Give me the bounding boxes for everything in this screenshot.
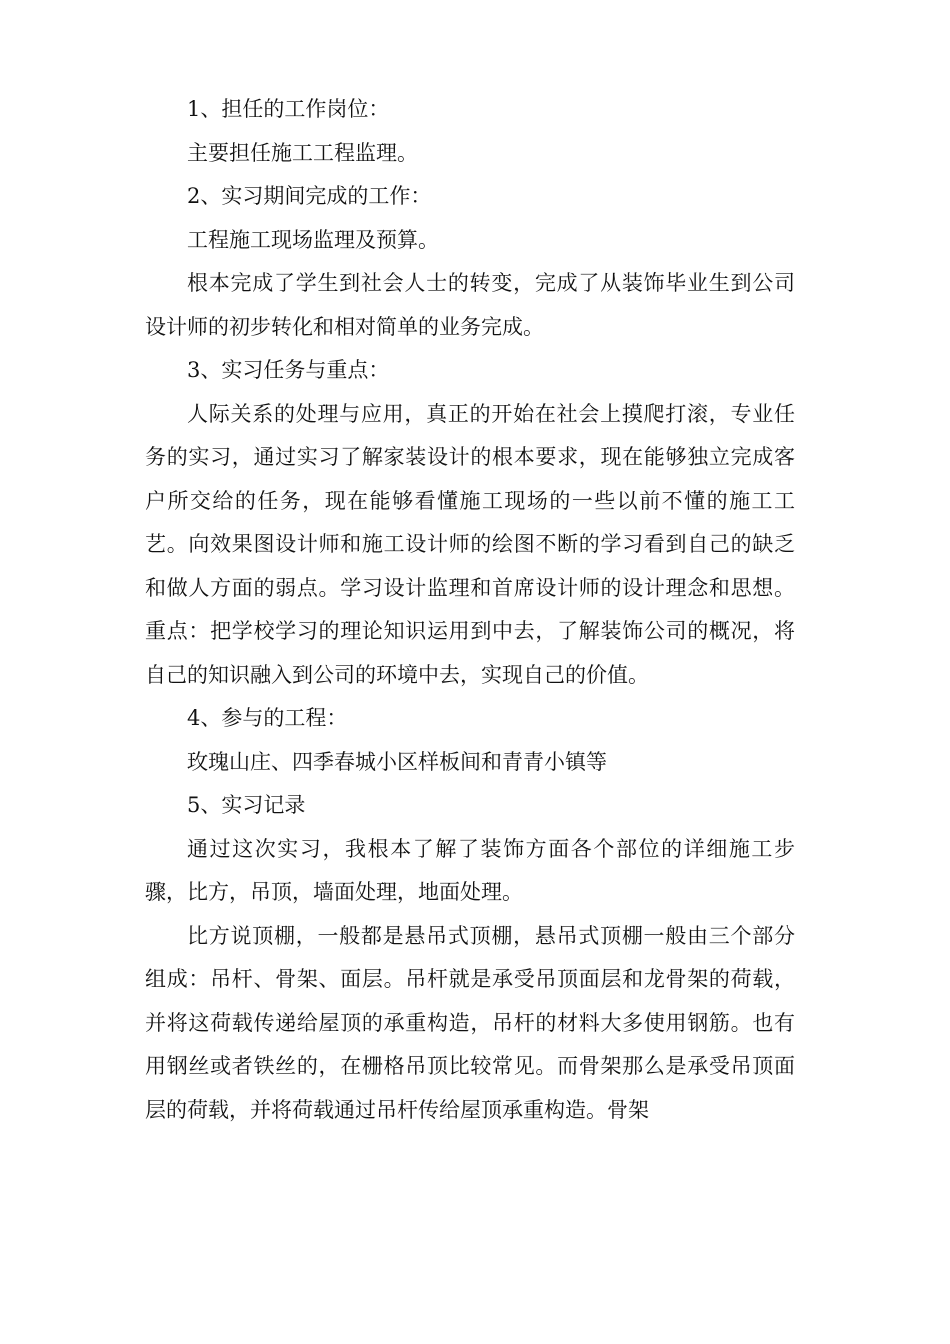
heading-completed-work: 2、实习期间完成的工作： xyxy=(187,184,432,208)
heading-work-position: 1、担任的工作岗位： xyxy=(187,97,390,121)
paragraph-transition: 根本完成了学生到社会人士的转变，完成了从装饰毕业生到公司设计师的初步转化和相对简单的业务完成。 xyxy=(145,271,795,339)
document-body xyxy=(145,88,795,1132)
paragraph-work-position: 主要担任施工工程监理。 xyxy=(187,140,418,165)
paragraph-ceiling: 比方说顶棚，一般都是悬吊式顶棚，悬吊式顶棚一般由三个部分组成：吊杆、骨架、面层。吊杆就是承受吊顶面层和龙骨架的荷载，并将这荷载传递给屋顶的承重构造，吊杆的材料大多使用钢筋。也有用钢丝或者铁丝的，在栅格吊顶比较常见。而骨架那么是承受吊顶面层的荷载，并将荷载通过吊杆传给屋顶承重构造。骨架 xyxy=(145,923,795,1122)
heading-internship-record: 5、实习记录 xyxy=(187,793,306,817)
paragraph-projects: 玫瑰山庄、四季春城小区样板间和青青小镇等 xyxy=(187,749,607,774)
heading-projects: 4、参与的工程： xyxy=(187,706,348,730)
paragraph-completed-work: 工程施工现场监理及预算。 xyxy=(187,227,439,252)
paragraph-construction-steps: 通过这次实习，我根本了解了装饰方面各个部位的详细施工步骤，比方，吊顶，墙面处理，地面处理。 xyxy=(145,836,795,904)
paragraph-tasks-focus: 人际关系的处理与应用，真正的开始在社会上摸爬打滚，专业任务的实习，通过实习了解家装设计的根本要求，现在能够独立完成客户所交给的任务，现在能够看懂施工现场的一些以前不懂的施工工艺。向效果图设计师和施工设计师的绘图不断的学习看到自己的缺乏和做人方面的弱点。学习设计监理和首席设计师的设计理念和思想。重点：把学校学习的理论知识运用到中去，了解装饰公司的概况，将自己的知识融入到公司的环境中去，实现自己的价值。 xyxy=(145,401,795,687)
heading-tasks-focus: 3、实习任务与重点： xyxy=(187,358,390,382)
